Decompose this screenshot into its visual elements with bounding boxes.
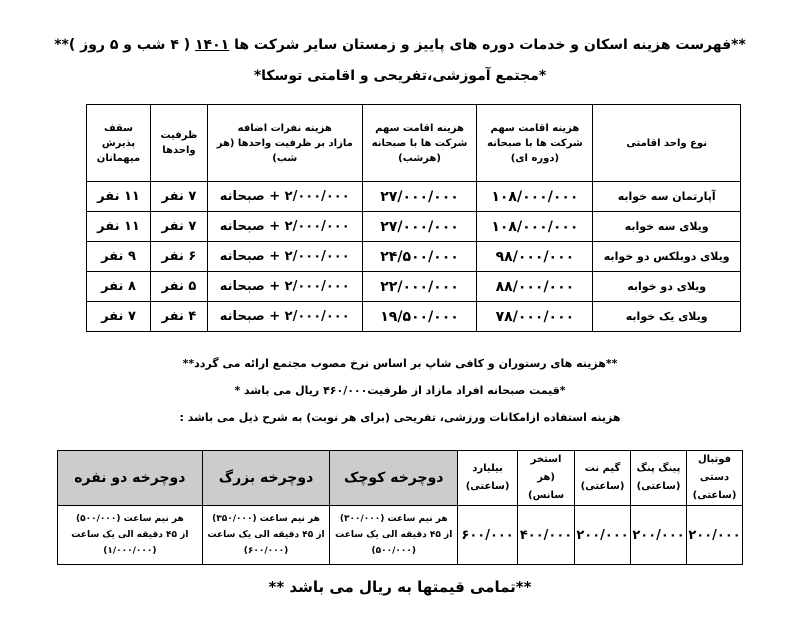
extra-price-cell: ۲/۰۰۰/۰۰۰ + صبحانه: [207, 272, 362, 302]
table-row: [87, 212, 741, 242]
accommodation-table: [86, 104, 741, 332]
facilities-price-row: [58, 506, 743, 565]
table-header-row: [87, 105, 741, 182]
night-price-cell: ۲۷/۰۰۰/۰۰۰: [362, 212, 477, 242]
big-bike-price: هر نیم ساعت (۳۵۰/۰۰۰) از ۴۵ دقیقه الی یک ساعت (۶۰۰/۰۰۰): [202, 506, 330, 565]
night-price-cell: ۲۷/۰۰۰/۰۰۰: [362, 182, 477, 212]
period-price-cell: ۸۸/۰۰۰/۰۰۰: [477, 272, 593, 302]
title-text: **فهرست هزینه اسکان و خدمات دوره های پاییز و زمستان سایر شرکت ها: [234, 37, 746, 53]
page-title: [0, 37, 800, 53]
unit-type-cell: ویلای دو خوابه: [593, 272, 741, 302]
col-capacity: ظرفیت واحدها: [150, 105, 207, 182]
night-price-cell: ۲۲/۰۰۰/۰۰۰: [362, 272, 477, 302]
facilities-intro: هزینه استفاده ازامکانات ورزشی، تفریحی (برای هر نوبت) به شرح ذیل می باشد :: [179, 411, 621, 424]
facilities-header-row: [58, 451, 743, 506]
col-share-period: هزینه اقامت سهم شرکت ها با صبحانه (دوره ای): [477, 105, 593, 182]
col-billiard: بیلیارد (ساعتی): [458, 451, 518, 506]
table-row: [87, 182, 741, 212]
unit-type-cell: ویلای سه خوابه: [593, 212, 741, 242]
period-price-cell: ۱۰۸/۰۰۰/۰۰۰: [477, 182, 593, 212]
pingpong-price: ۲۰۰/۰۰۰: [631, 506, 687, 565]
capacity-cell: ۷ نفر: [150, 182, 207, 212]
billiard-price: ۶۰۰/۰۰۰: [458, 506, 518, 565]
table-row: [87, 302, 741, 332]
max-guests-cell: ۹ نفر: [87, 242, 151, 272]
title-duration: ( ۴ شب و ۵ روز )**: [54, 37, 191, 53]
breakfast-note: *قیمت صبحانه افراد مازاد از ظرفیت۴۶۰/۰۰۰ ریال می باشد *: [234, 384, 566, 397]
night-price-cell: ۱۹/۵۰۰/۰۰۰: [362, 302, 477, 332]
currency-footer: **تمامی قیمتها به ریال می باشد **: [268, 578, 532, 596]
capacity-cell: ۴ نفر: [150, 302, 207, 332]
col-big-bike: دوچرخه بزرگ: [202, 451, 330, 506]
unit-type-cell: ویلای یک خوابه: [593, 302, 741, 332]
table-row: [87, 272, 741, 302]
col-extra-person: هزینه نفرات اضافه مازاد بر ظرفیت واحدها (هر شب): [207, 105, 362, 182]
extra-price-cell: ۲/۰۰۰/۰۰۰ + صبحانه: [207, 182, 362, 212]
extra-price-cell: ۲/۰۰۰/۰۰۰ + صبحانه: [207, 242, 362, 272]
foosball-price: ۲۰۰/۰۰۰: [687, 506, 743, 565]
max-guests-cell: ۱۱ نفر: [87, 182, 151, 212]
unit-type-cell: ویلای دوبلکس دو خوابه: [593, 242, 741, 272]
extra-price-cell: ۲/۰۰۰/۰۰۰ + صبحانه: [207, 302, 362, 332]
col-pool: استخر (هر سانس): [518, 451, 575, 506]
restaurant-note: **هزینه های رستوران و کافی شاپ بر اساس نرخ مصوب مجتمع ارائه می گردد**: [182, 357, 618, 370]
max-guests-cell: ۱۱ نفر: [87, 212, 151, 242]
pool-price: ۴۰۰/۰۰۰: [518, 506, 575, 565]
max-guests-cell: ۸ نفر: [87, 272, 151, 302]
period-price-cell: ۹۸/۰۰۰/۰۰۰: [477, 242, 593, 272]
unit-type-cell: آپارتمان سه خوابه: [593, 182, 741, 212]
col-max-guests: سقف پذیرش میهمانان: [87, 105, 151, 182]
capacity-cell: ۶ نفر: [150, 242, 207, 272]
col-small-bike: دوچرخه کوچک: [330, 451, 458, 506]
table-row: [87, 242, 741, 272]
title-year: ۱۴۰۱: [195, 37, 230, 53]
page-subtitle: *مجتمع آموزشی،تفریحی و اقامتی توسکا*: [253, 68, 547, 84]
max-guests-cell: ۷ نفر: [87, 302, 151, 332]
capacity-cell: ۷ نفر: [150, 212, 207, 242]
small-bike-price: هر نیم ساعت (۳۰۰/۰۰۰) از ۴۵ دقیقه الی یک ساعت (۵۰۰/۰۰۰): [330, 506, 458, 565]
col-unit-type: نوع واحد اقامتی: [593, 105, 741, 182]
tandem-bike-price: هر نیم ساعت (۵۰۰/۰۰۰) از ۴۵ دقیقه الی یک ساعت (۱/۰۰۰/۰۰۰): [58, 506, 203, 565]
extra-price-cell: ۲/۰۰۰/۰۰۰ + صبحانه: [207, 212, 362, 242]
capacity-cell: ۵ نفر: [150, 272, 207, 302]
period-price-cell: ۷۸/۰۰۰/۰۰۰: [477, 302, 593, 332]
gamenet-price: ۲۰۰/۰۰۰: [575, 506, 631, 565]
night-price-cell: ۲۴/۵۰۰/۰۰۰: [362, 242, 477, 272]
col-tandem-bike: دوچرخه دو نفره: [58, 451, 203, 506]
facilities-table: [57, 450, 743, 565]
col-pingpong: پینگ پنگ (ساعتی): [631, 451, 687, 506]
col-foosball: فوتبال دستی (ساعتی): [687, 451, 743, 506]
col-gamenet: گیم نت (ساعتی): [575, 451, 631, 506]
col-share-night: هزینه اقامت سهم شرکت ها با صبحانه (هرشب): [362, 105, 477, 182]
period-price-cell: ۱۰۸/۰۰۰/۰۰۰: [477, 212, 593, 242]
